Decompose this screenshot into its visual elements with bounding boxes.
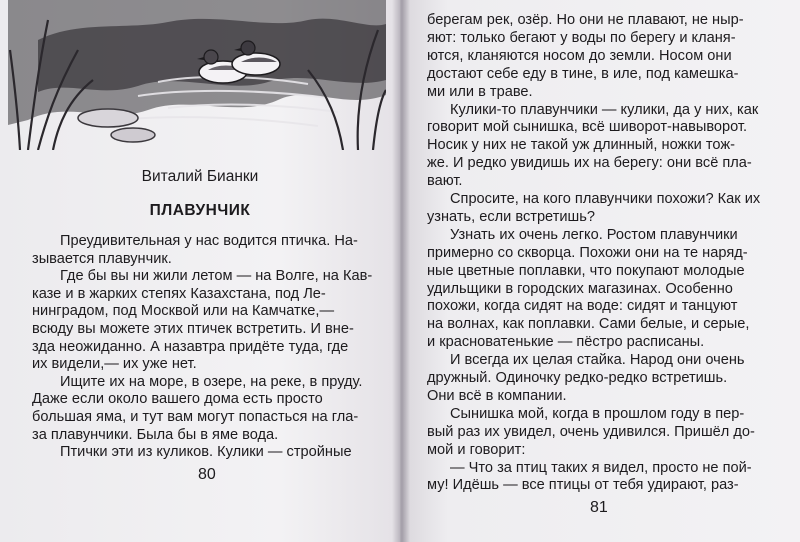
text-line: их видели,— их уже нет. bbox=[32, 356, 197, 373]
text-line: же. И редко увидишь их на берегу: они всё пла- bbox=[427, 155, 752, 172]
text-line: мой и говорит: bbox=[427, 441, 526, 458]
ducks-on-water-illustration bbox=[8, 0, 386, 150]
text-line: ются, кланяются носом до земли. Носом они bbox=[427, 47, 732, 64]
text-line: на волнах, как поплавки. Сами белые, и серые, bbox=[427, 316, 750, 333]
text-line: Кулики-то плавунчики — кулики, да у них, как bbox=[450, 101, 759, 118]
text-line: зывается плавунчик. bbox=[32, 250, 172, 267]
text-line: дружный. Одиночку редко-редко встретишь. bbox=[427, 370, 728, 386]
text-line: му! Идёшь — все птицы от тебя удирают, раз- bbox=[427, 477, 739, 494]
text-line: яют: только бегают у воды по берегу и кланя- bbox=[427, 29, 736, 46]
text-line: похожи, когда сидят на воде: сидят и танцуют bbox=[427, 298, 738, 315]
text-line: Преудивительная у нас водится птичка. На- bbox=[60, 233, 358, 249]
text-line: Узнать их очень легко. Ростом плавунчики bbox=[450, 226, 738, 243]
text-line: большая яма, и тут вам могут попасться на гла- bbox=[32, 409, 359, 425]
text-line: узнать, если встретишь? bbox=[427, 208, 595, 225]
text-line: Они всё в компании. bbox=[427, 387, 567, 404]
text-line: — Что за птиц таких я видел, просто не пой- bbox=[450, 459, 752, 476]
text-line: Сынишка мой, когда в прошлом году в пер- bbox=[450, 405, 745, 422]
text-line: говорит мой сынишка, всё шиворот-навыворот. bbox=[427, 119, 748, 136]
right-page bbox=[400, 0, 800, 542]
text-line: вый раз их увидел, очень удивился. Пришёл до- bbox=[427, 423, 755, 440]
text-line: вают. bbox=[427, 173, 463, 190]
text-line: Носик у них не такой уж длинный, ножки тож- bbox=[427, 137, 735, 154]
text-line: Спросите, на кого плавунчики похожи? Как их bbox=[450, 191, 761, 207]
text-line: Ищите их на море, в озере, на реке, в пруду. bbox=[60, 373, 363, 390]
text-line: Даже если около вашего дома есть просто bbox=[32, 391, 323, 408]
story-title: ПЛАВУНЧИК bbox=[149, 202, 251, 219]
text-line: и красноватенькие — пёстро расписаны. bbox=[427, 334, 705, 351]
book-gutter bbox=[392, 0, 410, 542]
text-line: И всегда их целая стайка. Народ они очень bbox=[450, 352, 745, 369]
text-line: зда неожиданно. А назавтра придёте туда, где bbox=[32, 338, 349, 355]
text-line: казе и в жарких степях Казахстана, под Ле- bbox=[32, 285, 326, 302]
text-line: удильщики в городских магазинах. Особенно bbox=[427, 280, 733, 297]
text-line: примерно со скворца. Похожи они на те наряд- bbox=[427, 244, 748, 261]
text-line: ные цветные поплавки, что покупают молодые bbox=[427, 262, 745, 279]
author-name: Виталий Бианки bbox=[141, 168, 259, 185]
text-line: ми или в траве. bbox=[427, 83, 533, 100]
text-line: всюду вы можете этих птичек встретить. И вне- bbox=[32, 321, 354, 337]
text-line: берегам рек, озёр. Но они не плавают, не ныр- bbox=[427, 12, 744, 28]
text-line: нинградом, под Москвой или на Камчатке,— bbox=[32, 303, 335, 320]
page-number: 81 bbox=[590, 499, 608, 517]
text-line: за плавунчики. Была бы в яме вода. bbox=[32, 426, 279, 443]
text-line: Птички эти из куликов. Кулики — стройные bbox=[60, 444, 352, 461]
page-number: 80 bbox=[198, 465, 216, 483]
text-line: Где бы вы ни жили летом — на Волге, на Кав- bbox=[60, 268, 373, 285]
text-line: достают себе еду в тине, в иле, под камешка- bbox=[427, 65, 739, 82]
